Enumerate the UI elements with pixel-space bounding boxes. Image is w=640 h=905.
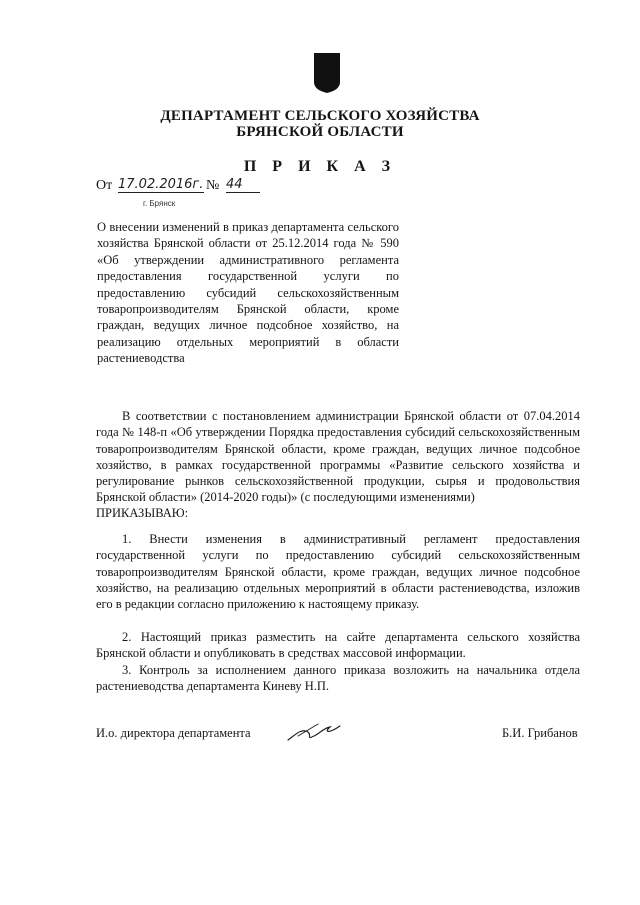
document-title: П Р И К А З — [243, 158, 397, 175]
order-subject: О внесении изменений в приказ департамента сельского хозяйства Брянской области от 25.12.2014 года № 590 «Об утверждении административного регламента предоставления государственной услуги по предоставлению субсидий сельскохозяйственным товаропроизводителям Брянской области, кроме граждан, ведущих личное подсобное хозяйство, на реализацию отдельных мероприятий в области растениеводства — [97, 220, 399, 366]
legal-basis-paragraph: В соответствии с постановлением администрации Брянской области от 07.04.2014 года № 148-п «Об утверждении Порядка предоставления субсидий сельскохозяйственным товаропроизводителям Брянской области, кроме граждан, ведущих личное подсобное хозяйство, в рамках государственной программы «Развитие сельского хозяйства и регулирование рынков сельскохозяйственной продукции, сырья и продовольствия Брянской области» (2014-2020 годы)» (с последующими изменениями) — [96, 409, 580, 505]
coat-of-arms-icon — [313, 52, 341, 94]
organization-name-line2: БРЯНСКОЙ ОБЛАСТИ — [236, 124, 404, 140]
order-item-2: 2. Настоящий приказ разместить на сайте департамента сельского хозяйства Брянской области и опубликовать в средствах массовой информации. — [96, 630, 580, 661]
handwritten-date: 17.02.2016г. — [118, 177, 204, 192]
organization-name-line1: ДЕПАРТАМЕНТ СЕЛЬСКОГО ХОЗЯЙСТВА — [160, 108, 480, 124]
handwritten-signature — [284, 718, 344, 744]
handwritten-number: 44 — [226, 178, 260, 193]
signatory-name: Б.И. Грибанов — [502, 726, 578, 740]
signatory-position: И.о. директора департамента — [96, 726, 251, 740]
order-item-1: 1. Внести изменения в административный регламент предоставления государственной услуги по предоставлению субсидий сельскохозяйственным товаропроизводителям Брянской области, кроме граждан, ведущих личное подсобное хозяйство, на реализацию отдельных мероприятий в области растениеводства, изложив его в редакции согласно приложению к настоящему приказу. — [96, 532, 580, 612]
order-word: ПРИКАЗЫВАЮ: — [96, 506, 189, 520]
city-label: г. Брянск — [143, 199, 176, 208]
date-from-label: От — [96, 178, 113, 193]
number-label: № — [206, 178, 220, 193]
order-item-3: 3. Контроль за исполнением данного приказа возложить на начальника отдела растениеводства департамента Киневу Н.П. — [96, 663, 580, 694]
